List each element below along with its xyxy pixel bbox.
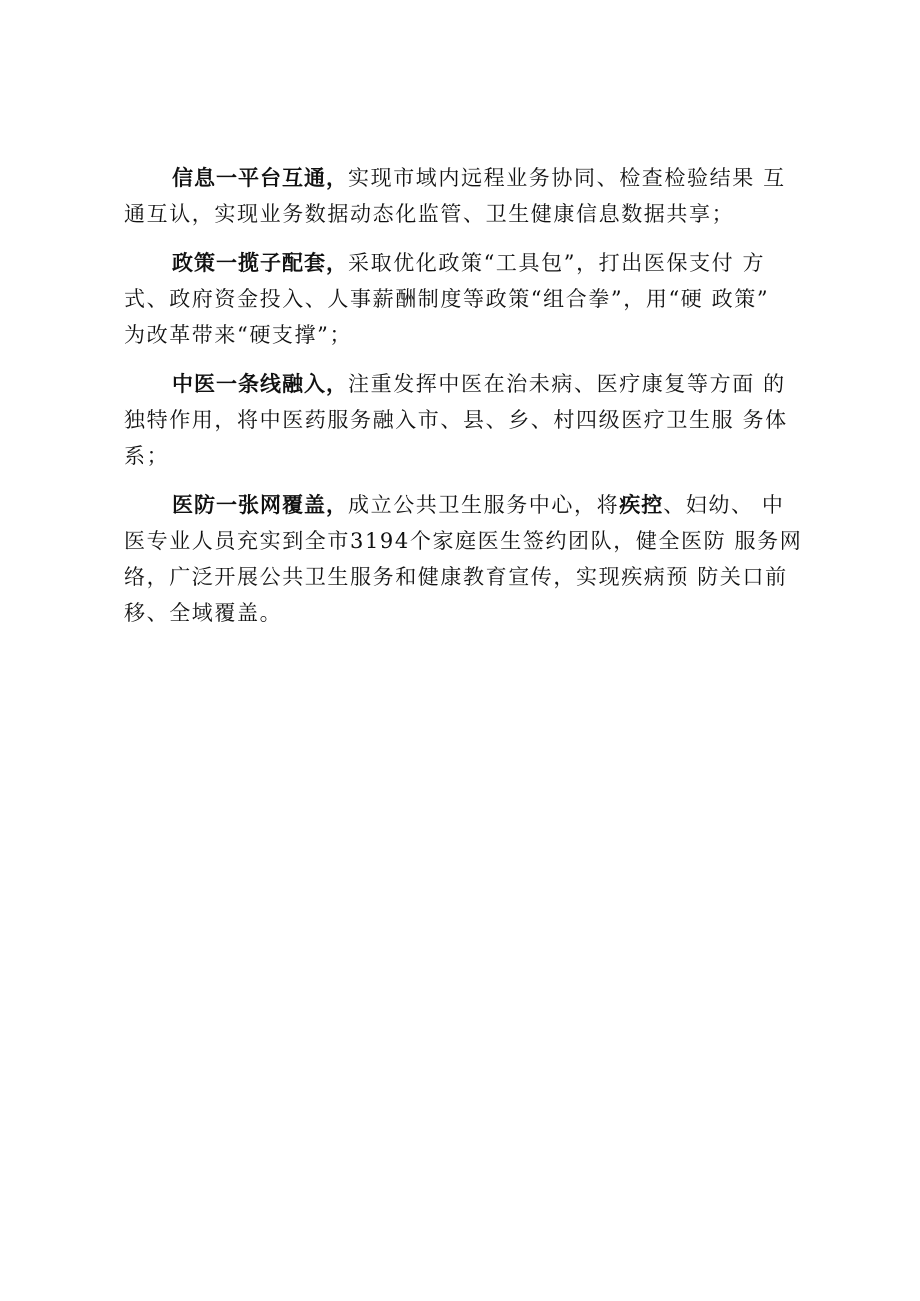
paragraph-heading: 政策一揽子配套，	[172, 251, 348, 275]
paragraph-info-platform	[124, 160, 810, 232]
paragraph-line	[124, 160, 810, 196]
paragraph-line	[124, 487, 810, 523]
paragraph-text: 成立公共卫生服务中心，将	[348, 493, 620, 517]
paragraph-text: 实现市域内远程业务协同、检查检验结果 互	[348, 166, 786, 190]
paragraph-line	[124, 366, 810, 402]
paragraph-line	[124, 245, 810, 281]
paragraph-policy-package	[124, 245, 810, 353]
paragraph-line: 式、政府资金投入、人事薪酬制度等政策“组合拳”，用“硬 政策”	[124, 287, 770, 311]
document-body	[124, 160, 810, 631]
paragraph-text: 采取优化政策“工具包”，打出医保支付 方	[348, 251, 766, 275]
paragraph-prevention-network	[124, 487, 810, 631]
paragraph-line: 为改革带来“硬支撑”；	[124, 323, 353, 347]
paragraph-heading: 中医一条线融入，	[172, 372, 348, 396]
paragraph-text: 、妇幼、 中	[663, 493, 785, 517]
paragraph-emphasis: 疾控	[619, 493, 664, 517]
paragraph-line: 医专业人员充实到全市3194个家庭医生签约团队，健全医防 服务网	[124, 529, 803, 553]
paragraph-line: 络，广泛开展公共卫生服务和健康教育宣传，实现疾病预 防关口前	[124, 565, 788, 589]
paragraph-line: 移、全域覆盖。	[124, 601, 283, 625]
paragraph-text: 注重发挥中医在治未病、医疗康复等方面 的	[348, 372, 786, 396]
paragraph-line: 系；	[124, 444, 170, 468]
paragraph-heading: 医防一张网覆盖，	[172, 493, 348, 517]
paragraph-line: 通互认，实现业务数据动态化监管、卫生健康信息数据共享；	[124, 202, 735, 226]
paragraph-tcm-integration	[124, 366, 810, 474]
paragraph-line: 独特作用，将中医药服务融入市、县、乡、村四级医疗卫生服 务体	[124, 408, 788, 432]
paragraph-heading: 信息一平台互通，	[172, 166, 348, 190]
